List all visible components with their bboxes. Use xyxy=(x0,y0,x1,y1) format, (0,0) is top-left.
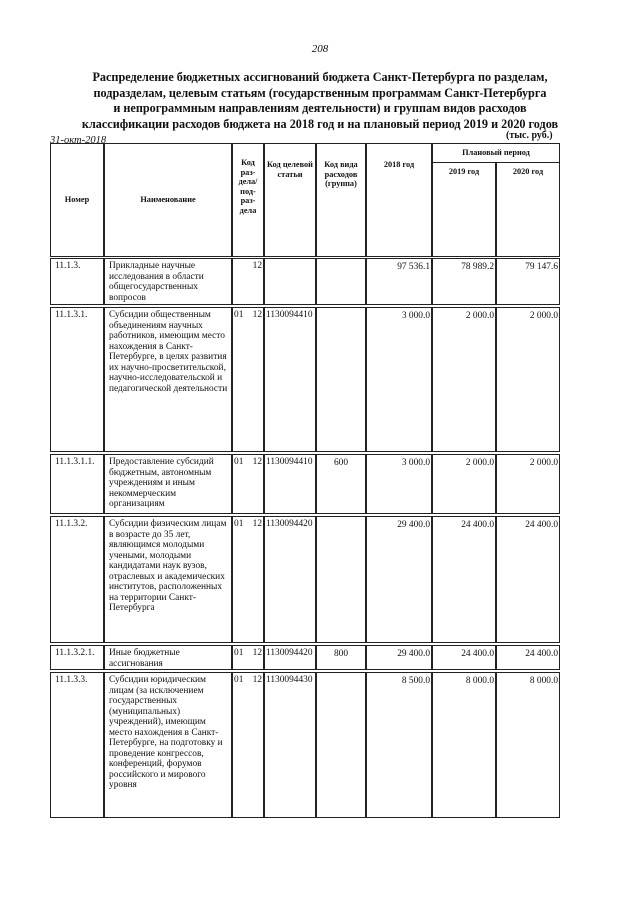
row-2020: 79 147.6 xyxy=(496,258,560,305)
row-2018: 29 400.0 xyxy=(366,516,432,643)
row-number: 11.1.3.3. xyxy=(50,672,104,818)
row-target: 1130094420 xyxy=(264,645,316,670)
table-row xyxy=(50,454,560,514)
row-kind xyxy=(316,672,366,818)
row-section-code: 01 xyxy=(234,648,244,658)
header-target: Код целевой статьи xyxy=(264,143,316,257)
row-section-code: 01 xyxy=(234,675,244,685)
row-subsection-code: 12 xyxy=(252,519,262,529)
table-row xyxy=(50,516,560,643)
header-2019: 2019 год xyxy=(432,162,496,257)
row-subsection-code: 12 xyxy=(252,261,262,271)
row-number: 11.1.3. xyxy=(50,258,104,305)
row-2020: 2 000.0 xyxy=(496,454,560,514)
row-section xyxy=(232,672,264,818)
row-subsection-code: 12 xyxy=(252,457,262,467)
row-section-code: 01 xyxy=(234,310,244,320)
row-section xyxy=(232,454,264,514)
table-row xyxy=(50,645,560,670)
row-number: 11.1.3.2.1. xyxy=(50,645,104,670)
header-number: Номер xyxy=(50,143,104,257)
units-label: (тыс. руб.) xyxy=(506,130,553,141)
row-number: 11.1.3.1.1. xyxy=(50,454,104,514)
row-section-code: 01 xyxy=(234,457,244,467)
row-target xyxy=(264,258,316,305)
header-section: Код раз- дела/ под- раз- дела xyxy=(232,143,264,257)
row-kind xyxy=(316,258,366,305)
table-row xyxy=(50,258,560,305)
row-2019: 8 000.0 xyxy=(432,672,496,818)
row-section xyxy=(232,307,264,452)
row-2018: 3 000.0 xyxy=(366,307,432,452)
row-2019: 24 400.0 xyxy=(432,645,496,670)
row-2020: 8 000.0 xyxy=(496,672,560,818)
row-name: Субсидии общественным объединениям научных работников, имеющим место нахождения в Санкт-Петербурге, в целях развития их научно-просветительской, научно-исследовательской и педагогической деятельности xyxy=(104,307,232,452)
row-kind xyxy=(316,307,366,452)
row-subsection-code: 12 xyxy=(252,675,262,685)
row-2018: 29 400.0 xyxy=(366,645,432,670)
header-kind: Код вида расходов (группа) xyxy=(316,143,366,257)
row-name: Предоставление субсидий бюджетным, автономным учреждениям и иным некоммерческим организациям xyxy=(104,454,232,514)
row-2019: 78 989.2 xyxy=(432,258,496,305)
row-2020: 24 400.0 xyxy=(496,645,560,670)
row-target: 1130094410 xyxy=(264,307,316,452)
header-2020: 2020 год xyxy=(496,162,560,257)
row-number: 11.1.3.2. xyxy=(50,516,104,643)
table-row xyxy=(50,672,560,818)
header-planned-period: Плановый период xyxy=(432,143,560,163)
row-target: 1130094410 xyxy=(264,454,316,514)
row-name: Прикладные научные исследования в области общегосударственных вопросов xyxy=(104,258,232,305)
header-name: Наименование xyxy=(104,143,232,257)
table-header xyxy=(50,143,560,257)
row-2020: 2 000.0 xyxy=(496,307,560,452)
document-date: 31-окт-2018 xyxy=(50,135,107,146)
title-line: Распределение бюджетных ассигнований бюджета Санкт-Петербурга по разделам, xyxy=(92,70,548,84)
header-2018: 2018 год xyxy=(366,143,432,257)
title-line: и непрограммным направлениям деятельности) и группам видов расходов xyxy=(113,101,527,115)
document-title xyxy=(40,70,600,132)
row-2018: 97 536.1 xyxy=(366,258,432,305)
row-subsection-code: 12 xyxy=(252,310,262,320)
table-row xyxy=(50,307,560,452)
row-kind: 600 xyxy=(316,454,366,514)
title-line: классификации расходов бюджета на 2018 год и на плановый период 2019 и 2020 годов xyxy=(81,116,559,131)
row-target: 1130094430 xyxy=(264,672,316,818)
row-target: 1130094420 xyxy=(264,516,316,643)
row-2020: 24 400.0 xyxy=(496,516,560,643)
row-kind xyxy=(316,516,366,643)
row-section xyxy=(232,516,264,643)
row-2018: 8 500.0 xyxy=(366,672,432,818)
row-number: 11.1.3.1. xyxy=(50,307,104,452)
row-name: Субсидии юридическим лицам (за исключением государственных (муниципальных) учреждений), имеющим место нахождения в Санкт-Петербурге, на подготовку и проведение конгрессов, конференций, форумов российского и мирового уровня xyxy=(104,672,232,818)
row-2019: 24 400.0 xyxy=(432,516,496,643)
row-section-code: 01 xyxy=(234,519,244,529)
row-subsection-code: 12 xyxy=(252,648,262,658)
row-name: Иные бюджетные ассигнования xyxy=(104,645,232,670)
row-name: Субсидии физическим лицам в возрасте до 35 лет, являющимся молодыми учеными, молодыми кандидатами наук вузов, отраслевых и академических институтов, расположенных на территории Санкт-Петербурга xyxy=(104,516,232,643)
row-2019: 2 000.0 xyxy=(432,454,496,514)
page-number: 208 xyxy=(311,43,329,55)
row-2019: 2 000.0 xyxy=(432,307,496,452)
row-section xyxy=(232,258,264,305)
row-section xyxy=(232,645,264,670)
title-line: подразделам, целевым статьям (государственным программам Санкт-Петербурга xyxy=(93,85,547,100)
row-kind: 800 xyxy=(316,645,366,670)
row-2018: 3 000.0 xyxy=(366,454,432,514)
